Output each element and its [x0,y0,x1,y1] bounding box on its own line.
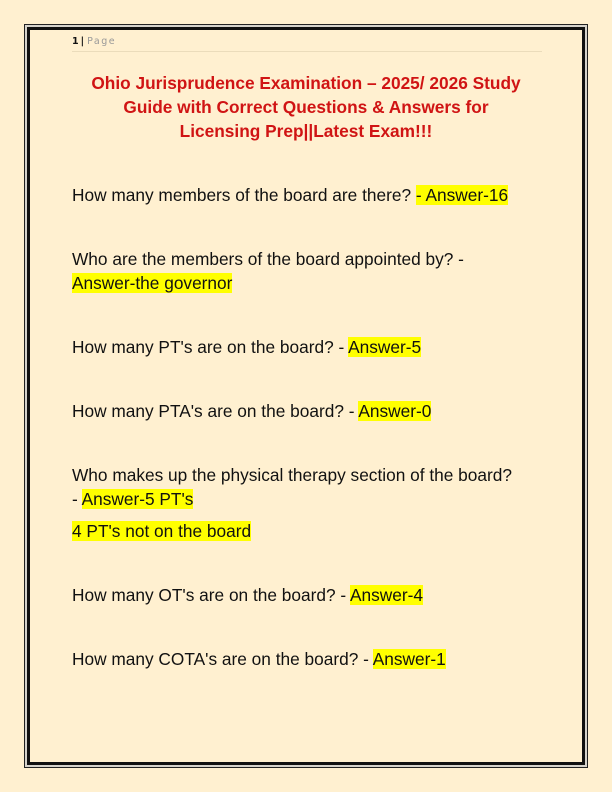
page-header [72,36,116,47]
qa-item [72,183,542,207]
question-text: How many PT's are on the board? - [72,337,349,357]
question-text: How many PTA's are on the board? - [72,401,359,421]
document-title [60,71,552,143]
qa-item [72,583,542,607]
question-text: Who are the members of the board appointed by? - [72,249,464,269]
question-text: How many OT's are on the board? - [72,585,351,605]
question-text-cont: - [72,489,82,509]
page-number: 1 [72,36,79,47]
header-divider [72,51,542,52]
page-label: Page [87,36,117,47]
answer-text: Answer-0 [358,401,432,421]
answer-text: Answer-5 [348,337,422,357]
qa-item [72,399,542,423]
qa-item [72,247,542,295]
title-line-3: Licensing Prep||Latest Exam!!! [179,121,433,141]
question-text: How many members of the board are there? [72,185,416,205]
qa-item [72,647,542,671]
answer-text: Answer-the governor [72,273,233,293]
question-text: How many COTA's are on the board? - [72,649,373,669]
answer-text: Answer-4 [350,585,424,605]
question-text: Who makes up the physical therapy section of the board? [72,465,512,485]
qa-item [72,463,542,511]
page-separator: | [80,36,85,47]
answer-text: - Answer-16 [415,185,509,205]
qa-item-continuation [72,519,542,543]
answer-text: Answer-5 PT's [81,489,194,509]
qa-item [72,335,542,359]
answer-text-cont: 4 PT's not on the board [72,521,252,541]
title-line-2: Guide with Correct Questions & Answers for [123,97,489,117]
answer-text: Answer-1 [372,649,446,669]
title-line-1: Ohio Jurisprudence Examination – 2025/ 2026 Study [91,73,521,93]
